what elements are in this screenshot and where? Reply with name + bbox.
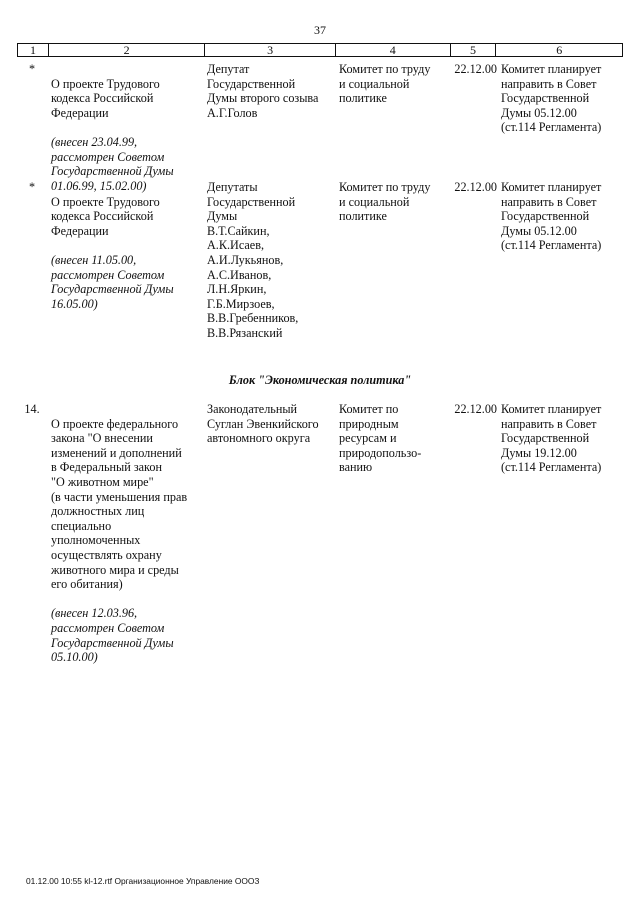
row-marker: *: [28, 62, 36, 76]
column-header-1: 1: [18, 44, 49, 56]
column-header-2: 2: [49, 44, 205, 56]
bill-cell: [51, 180, 201, 326]
committee-cell: Комитет по труду и социальной политике: [339, 180, 431, 224]
plan-cell: Комитет планирует направить в Совет Государственной Думы 19.12.00 (ст.114 Регламента): [501, 402, 602, 475]
column-header-6: 6: [556, 43, 563, 57]
row-marker: 14.: [24, 402, 40, 416]
date-cell: 22.12.00: [454, 402, 497, 416]
page-number: 37: [314, 23, 326, 37]
plan-cell: Комитет планирует направить в Совет Государственной Думы 05.12.00 (ст.114 Регламента): [501, 62, 602, 135]
table-header: [17, 43, 623, 57]
author-cell: Депутат Государственной Думы второго созыва А.Г.Голов: [207, 62, 319, 120]
plan-cell: Комитет планирует направить в Совет Государственной Думы 05.12.00 (ст.114 Регламента): [501, 180, 602, 253]
bill-title: О проекте федерального закона "О внесении изменений и дополнений в Федеральный закон "О животном мире" (в части уменьшения прав должностных лиц специально уполномоченных осуществлять охрану животного мира и среды его обитания): [51, 416, 188, 592]
author-cell: Депутаты Государственной Думы В.Т.Сайкин, А.К.Исаев, А.И.Лукьянов, А.С.Иванов, Л.Н.Яркин, Г.Б.Мирзоев, В.В.Гребенников, В.В.Рязанский: [207, 180, 299, 340]
row-marker: *: [28, 180, 36, 194]
section-title: Блок "Экономическая политика": [228, 373, 412, 387]
document-footer: 01.12.00 10:55 kl-12.rtf Организационное Управление ОООЗ: [26, 876, 260, 886]
column-header-3: 3: [205, 44, 336, 56]
bill-title: О проекте Трудового кодекса Российской Федерации: [51, 76, 160, 120]
bill-note: (внесен 11.05.00, рассмотрен Советом Государственной Думы 16.05.00): [51, 252, 174, 311]
bill-note: (внесен 12.03.96, рассмотрен Советом Государственной Думы 05.10.00): [51, 606, 174, 665]
date-cell: 22.12.00: [454, 62, 497, 76]
bill-title: О проекте Трудового кодекса Российской Федерации: [51, 194, 160, 238]
column-header-5: 5: [451, 44, 497, 56]
bill-cell: [51, 402, 201, 679]
committee-cell: Комитет по природным ресурсам и природопользо- ванию: [339, 402, 422, 475]
column-header-4: 4: [336, 44, 451, 56]
committee-cell: Комитет по труду и социальной политике: [339, 62, 431, 106]
date-cell: 22.12.00: [454, 180, 497, 194]
author-cell: Законодательный Суглан Эвенкийского автономного округа: [207, 402, 319, 446]
bill-note: (внесен 23.04.99, рассмотрен Советом Государственной Думы 01.06.99, 15.02.00): [51, 134, 174, 193]
